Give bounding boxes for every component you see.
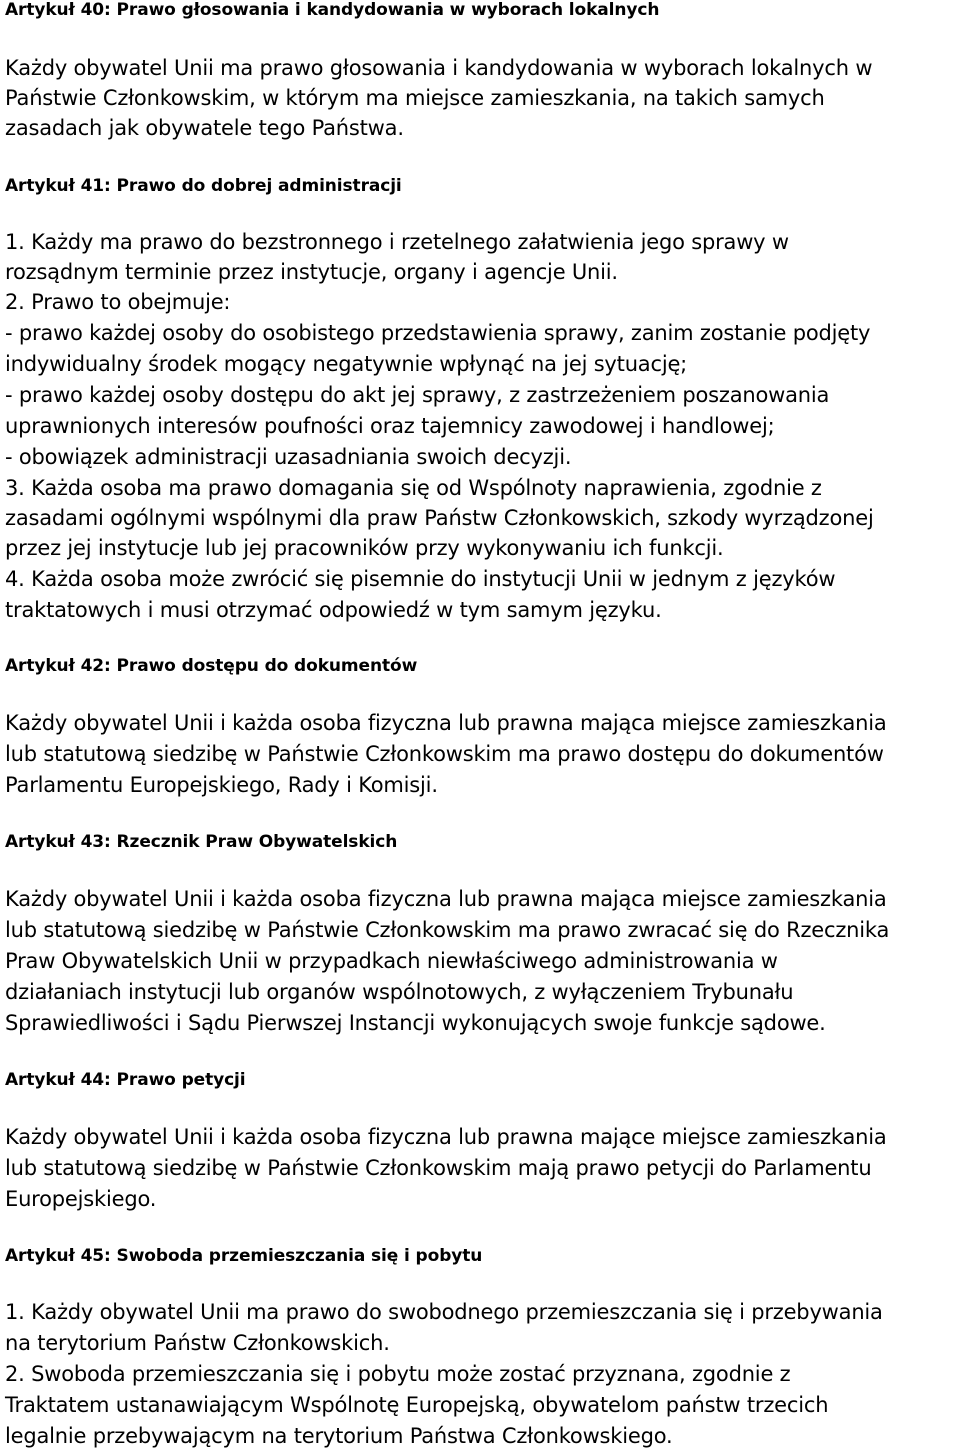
article-41-line: indywidualny środek mogący negatywnie wpłynąć na jej sytuację; <box>5 352 688 376</box>
article-43-line: lub statutową siedzibę w Państwie Członkowskim ma prawo zwracać się do Rzecznika <box>5 918 890 942</box>
article-41-line: traktatowych i musi otrzymać odpowiedź w tym samym języku. <box>5 598 662 622</box>
article-45-heading: Artykuł 45: Swoboda przemieszczania się i pobytu <box>5 1246 483 1266</box>
article-43-line: Każdy obywatel Unii i każda osoba fizyczna lub prawna mająca miejsce zamieszkania <box>5 887 887 911</box>
article-41-line: uprawnionych interesów poufności oraz tajemnicy zawodowej i handlowej; <box>5 414 775 438</box>
article-41-line: 2. Prawo to obejmuje: <box>5 290 231 314</box>
article-43-line: działaniach instytucji lub organów wspólnotowych, z wyłączeniem Trybunału <box>5 980 794 1004</box>
article-45-line: 1. Każdy obywatel Unii ma prawo do swobodnego przemieszczania się i przebywania <box>5 1300 883 1324</box>
article-44-heading: Artykuł 44: Prawo petycji <box>5 1070 246 1090</box>
article-41-line: - prawo każdej osoby dostępu do akt jej sprawy, z zastrzeżeniem poszanowania <box>5 383 830 407</box>
article-43-heading: Artykuł 43: Rzecznik Praw Obywatelskich <box>5 832 398 852</box>
article-41-line: przez jej instytucje lub jej pracowników przy wykonywaniu ich funkcji. <box>5 536 724 560</box>
article-45-line: na terytorium Państw Członkowskich. <box>5 1331 390 1355</box>
article-42-line: Parlamentu Europejskiego, Rady i Komisji. <box>5 773 438 797</box>
article-43-line: Praw Obywatelskich Unii w przypadkach niewłaściwego administrowania w <box>5 949 778 973</box>
article-40-heading: Artykuł 40: Prawo głosowania i kandydowania w wyborach lokalnych <box>5 0 660 20</box>
article-40-line: zasadach jak obywatele tego Państwa. <box>5 116 404 140</box>
article-45-line: Traktatem ustanawiającym Wspólnotę Europejską, obywatelom państw trzecich <box>5 1393 829 1417</box>
article-44-line: Każdy obywatel Unii i każda osoba fizyczna lub prawna mające miejsce zamieszkania <box>5 1125 887 1149</box>
article-41-line: - obowiązek administracji uzasadniania swoich decyzji. <box>5 445 572 469</box>
article-44-line: Europejskiego. <box>5 1187 157 1211</box>
article-41-line: 1. Każdy ma prawo do bezstronnego i rzetelnego załatwienia jego sprawy w <box>5 230 789 254</box>
article-41-line: rozsądnym terminie przez instytucje, organy i agencje Unii. <box>5 260 618 284</box>
article-40-line: Państwie Członkowskim, w którym ma miejsce zamieszkania, na takich samych <box>5 86 825 110</box>
article-41-line: zasadami ogólnymi wspólnymi dla praw Państw Członkowskich, szkody wyrządzonej <box>5 506 874 530</box>
article-42-heading: Artykuł 42: Prawo dostępu do dokumentów <box>5 656 418 676</box>
article-40-line: Każdy obywatel Unii ma prawo głosowania i kandydowania w wyborach lokalnych w <box>5 56 873 80</box>
article-42-line: Każdy obywatel Unii i każda osoba fizyczna lub prawna mająca miejsce zamieszkania <box>5 711 887 735</box>
article-41-heading: Artykuł 41: Prawo do dobrej administracji <box>5 176 402 196</box>
article-41-line: 4. Każda osoba może zwrócić się pisemnie do instytucji Unii w jednym z języków <box>5 567 836 591</box>
article-42-line: lub statutową siedzibę w Państwie Członkowskim ma prawo dostępu do dokumentów <box>5 742 884 766</box>
article-41-line: 3. Każda osoba ma prawo domagania się od Wspólnoty naprawienia, zgodnie z <box>5 476 822 500</box>
article-45-line: legalnie przebywającym na terytorium Państwa Członkowskiego. <box>5 1424 673 1448</box>
article-43-line: Sprawiedliwości i Sądu Pierwszej Instancji wykonujących swoje funkcje sądowe. <box>5 1011 826 1035</box>
article-44-line: lub statutową siedzibę w Państwie Członkowskim mają prawo petycji do Parlamentu <box>5 1156 872 1180</box>
article-45-line: 2. Swoboda przemieszczania się i pobytu może zostać przyznana, zgodnie z <box>5 1362 791 1386</box>
article-41-line: - prawo każdej osoby do osobistego przedstawienia sprawy, zanim zostanie podjęty <box>5 321 871 345</box>
